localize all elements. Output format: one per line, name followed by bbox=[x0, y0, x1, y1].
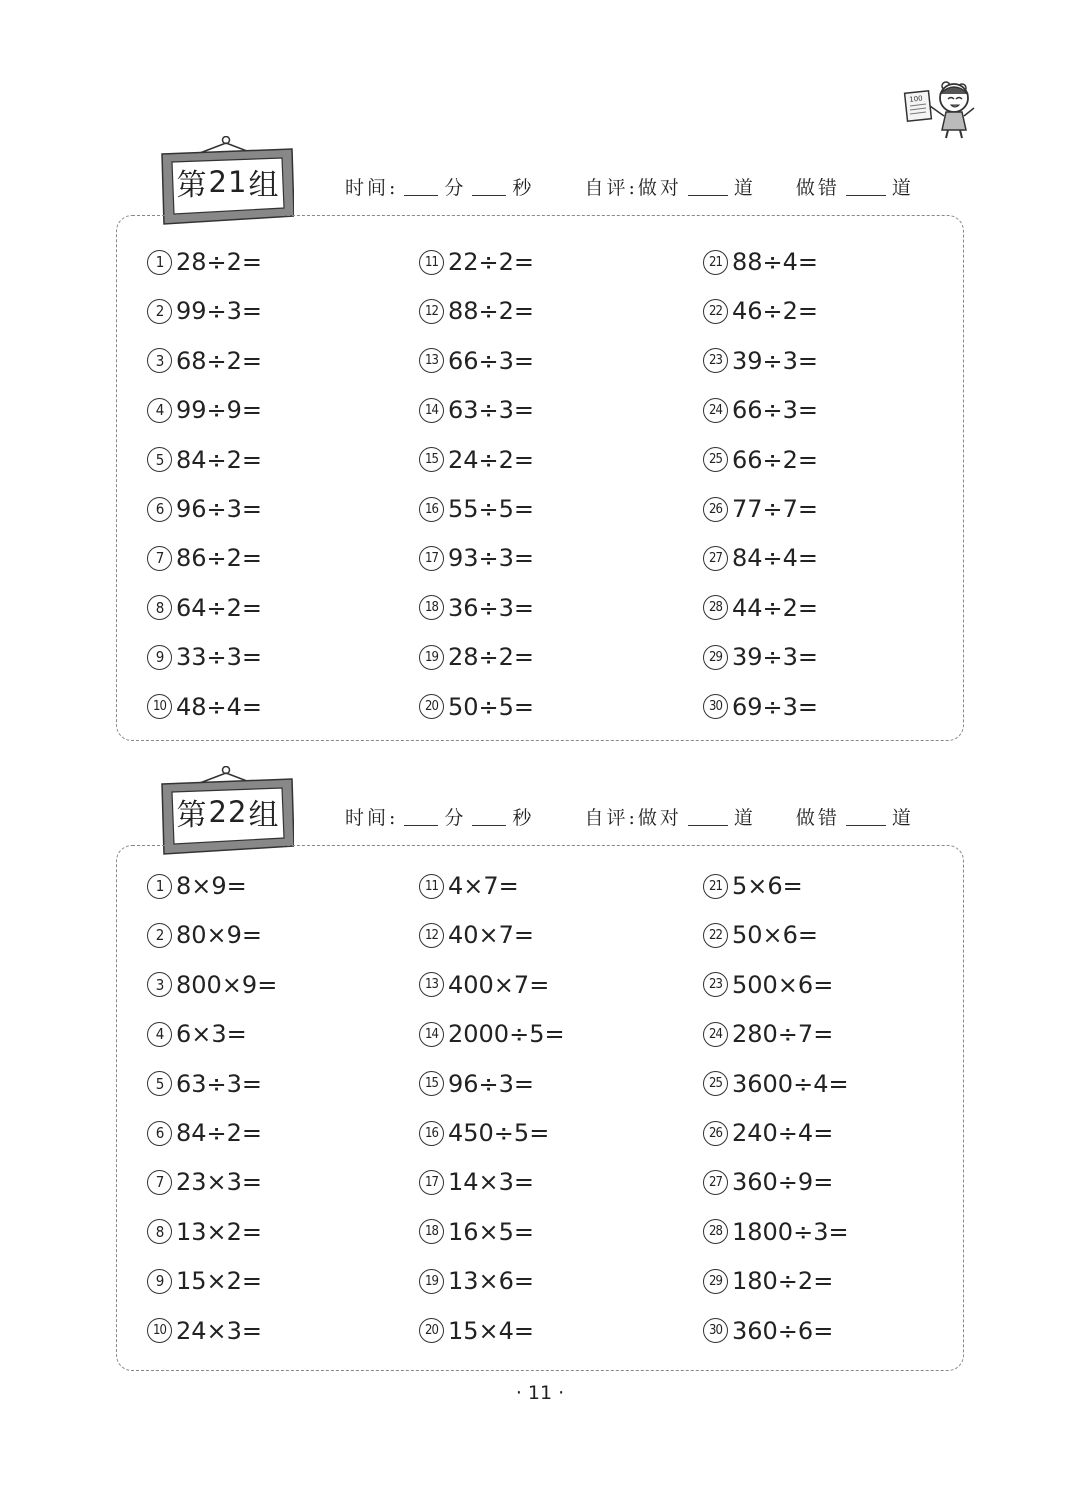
problem-number-badge: 5 bbox=[147, 1071, 172, 1096]
problem-expression: 15×4= bbox=[448, 1316, 535, 1345]
problem-item bbox=[419, 1265, 534, 1297]
problem-number-badge: 22 bbox=[703, 299, 728, 324]
problem-item bbox=[419, 919, 534, 951]
problem-number-badge: 12 bbox=[419, 299, 444, 324]
wrong-unit: 道 bbox=[891, 806, 914, 829]
problem-item bbox=[147, 641, 262, 673]
problem-item bbox=[419, 493, 534, 525]
problem-number-badge: 21 bbox=[703, 874, 728, 899]
problem-item bbox=[147, 870, 247, 902]
time-label: 时间: bbox=[345, 806, 399, 829]
problem-number-badge: 19 bbox=[419, 1269, 444, 1294]
problem-expression: 84÷4= bbox=[732, 544, 819, 573]
problem-expression: 180÷2= bbox=[732, 1267, 834, 1296]
problem-number-badge: 22 bbox=[703, 923, 728, 948]
problem-item bbox=[147, 1018, 247, 1050]
problem-item bbox=[419, 1166, 534, 1198]
problem-item bbox=[147, 1315, 262, 1347]
problem-number-badge: 30 bbox=[703, 1318, 728, 1343]
group-title-sign bbox=[158, 136, 294, 214]
wrong-count-blank[interactable] bbox=[846, 807, 886, 826]
title-suffix: 组 bbox=[248, 798, 280, 833]
problem-item bbox=[703, 870, 803, 902]
problem-expression: 16×5= bbox=[448, 1217, 535, 1246]
problem-number-badge: 20 bbox=[419, 1318, 444, 1343]
problem-item bbox=[147, 345, 262, 377]
group-title bbox=[172, 792, 284, 832]
wrong-label: 做错 bbox=[795, 176, 840, 199]
problem-number-badge: 10 bbox=[147, 694, 172, 719]
problem-item bbox=[419, 1117, 549, 1149]
problem-number-badge: 1 bbox=[147, 874, 172, 899]
problem-expression: 1800÷3= bbox=[732, 1217, 849, 1246]
problem-expression: 77÷7= bbox=[732, 495, 819, 523]
problem-number-badge: 19 bbox=[419, 645, 444, 670]
correct-count-blank[interactable] bbox=[688, 177, 728, 196]
problem-item bbox=[703, 1315, 833, 1347]
problem-item bbox=[419, 1315, 534, 1347]
seconds-blank[interactable] bbox=[472, 807, 506, 826]
problem-item bbox=[147, 1117, 262, 1149]
problem-item bbox=[703, 1018, 833, 1050]
problem-number-badge: 4 bbox=[147, 1022, 172, 1047]
problem-expression: 48÷4= bbox=[176, 692, 263, 721]
problem-expression: 44÷2= bbox=[732, 593, 819, 622]
problem-expression: 96÷3= bbox=[176, 495, 263, 523]
minutes-blank[interactable] bbox=[404, 807, 438, 826]
minutes-blank[interactable] bbox=[404, 177, 438, 196]
problem-item bbox=[703, 691, 818, 723]
problem-expression: 28÷2= bbox=[176, 248, 263, 276]
problem-item bbox=[147, 592, 262, 624]
problem-expression: 500×6= bbox=[732, 970, 834, 999]
problem-expression: 24×3= bbox=[176, 1316, 263, 1345]
problem-item bbox=[703, 345, 818, 377]
problem-expression: 66÷2= bbox=[732, 445, 819, 474]
problem-expression: 88÷4= bbox=[732, 248, 819, 276]
problem-expression: 55÷5= bbox=[448, 495, 535, 523]
problem-item bbox=[419, 1018, 565, 1050]
problem-expression: 8×9= bbox=[176, 872, 247, 900]
seconds-label: 秒 bbox=[512, 176, 535, 199]
problem-expression: 800×9= bbox=[176, 970, 278, 999]
problem-item bbox=[147, 969, 277, 1001]
problem-expression: 23×3= bbox=[176, 1168, 263, 1197]
problem-number-badge: 23 bbox=[703, 348, 728, 373]
title-prefix: 第 bbox=[176, 168, 208, 203]
problem-expression: 5×6= bbox=[732, 872, 803, 900]
problem-expression: 39÷3= bbox=[732, 643, 819, 672]
problem-expression: 88÷2= bbox=[448, 297, 535, 326]
problem-item bbox=[703, 919, 818, 951]
timing-and-self-evaluation bbox=[345, 798, 945, 834]
problem-item bbox=[419, 542, 534, 574]
group-number: 21 bbox=[208, 165, 248, 199]
problem-expression: 14×3= bbox=[448, 1168, 535, 1197]
problem-expression: 240÷4= bbox=[732, 1119, 834, 1147]
problem-number-badge: 20 bbox=[419, 694, 444, 719]
problem-item bbox=[147, 919, 262, 951]
problem-number-badge: 4 bbox=[147, 398, 172, 423]
problem-expression: 80×9= bbox=[176, 921, 263, 950]
problem-expression: 39÷3= bbox=[732, 346, 819, 375]
problem-expression: 280÷7= bbox=[732, 1020, 834, 1049]
problem-item bbox=[703, 444, 818, 476]
problem-number-badge: 2 bbox=[147, 923, 172, 948]
problem-number-badge: 25 bbox=[703, 447, 728, 472]
problem-expression: 99÷9= bbox=[176, 396, 263, 425]
wrong-label: 做错 bbox=[795, 806, 840, 829]
problem-expression: 33÷3= bbox=[176, 643, 263, 672]
problem-number-badge: 26 bbox=[703, 497, 728, 522]
problem-item bbox=[703, 641, 818, 673]
problem-item bbox=[703, 1166, 833, 1198]
self-eval-label: 自评:做对 bbox=[584, 806, 682, 829]
problem-expression: 86÷2= bbox=[176, 544, 263, 573]
problem-item bbox=[419, 1216, 534, 1248]
problem-expression: 66÷3= bbox=[448, 346, 535, 375]
problem-number-badge: 6 bbox=[147, 1121, 172, 1146]
problem-number-badge: 26 bbox=[703, 1121, 728, 1146]
problem-expression: 13×6= bbox=[448, 1267, 535, 1296]
problem-number-badge: 14 bbox=[419, 1022, 444, 1047]
problem-expression: 50÷5= bbox=[448, 692, 535, 721]
self-eval-label: 自评:做对 bbox=[584, 176, 682, 199]
problem-expression: 450÷5= bbox=[448, 1119, 550, 1147]
seconds-blank[interactable] bbox=[472, 177, 506, 196]
problem-item bbox=[419, 246, 534, 278]
problem-number-badge: 15 bbox=[419, 447, 444, 472]
problem-number-badge: 16 bbox=[419, 1121, 444, 1146]
problem-number-badge: 18 bbox=[419, 595, 444, 620]
problem-expression: 84÷2= bbox=[176, 1119, 263, 1147]
problem-number-badge: 15 bbox=[419, 1071, 444, 1096]
problem-number-badge: 29 bbox=[703, 645, 728, 670]
problem-expression: 64÷2= bbox=[176, 593, 263, 622]
problem-item bbox=[147, 493, 262, 525]
problem-expression: 69÷3= bbox=[732, 692, 819, 721]
problem-number-badge: 27 bbox=[703, 546, 728, 571]
problem-number-badge: 28 bbox=[703, 1219, 728, 1244]
problem-number-badge: 13 bbox=[419, 972, 444, 997]
svg-text:100: 100 bbox=[908, 94, 924, 104]
problem-item bbox=[147, 246, 262, 278]
group-number: 22 bbox=[208, 795, 248, 829]
problem-number-badge: 27 bbox=[703, 1170, 728, 1195]
problem-item bbox=[147, 1068, 262, 1100]
problem-expression: 13×2= bbox=[176, 1217, 263, 1246]
problem-item bbox=[419, 641, 534, 673]
problem-item bbox=[147, 1216, 262, 1248]
problem-expression: 36÷3= bbox=[448, 593, 535, 622]
problem-item bbox=[147, 295, 262, 327]
problem-number-badge: 21 bbox=[703, 250, 728, 275]
problem-expression: 99÷3= bbox=[176, 297, 263, 326]
timing-and-self-evaluation bbox=[345, 168, 945, 204]
problem-number-badge: 11 bbox=[419, 874, 444, 899]
problem-number-badge: 7 bbox=[147, 1170, 172, 1195]
title-prefix: 第 bbox=[176, 798, 208, 833]
problem-item bbox=[703, 1068, 849, 1100]
time-label: 时间: bbox=[345, 176, 399, 199]
problem-expression: 93÷3= bbox=[448, 544, 535, 573]
seconds-label: 秒 bbox=[512, 806, 535, 829]
problem-expression: 28÷2= bbox=[448, 643, 535, 672]
problem-expression: 96÷3= bbox=[448, 1069, 535, 1098]
problem-number-badge: 25 bbox=[703, 1071, 728, 1096]
problem-item bbox=[147, 394, 262, 426]
problem-expression: 22÷2= bbox=[448, 248, 535, 276]
problem-item bbox=[703, 493, 818, 525]
problem-number-badge: 9 bbox=[147, 1269, 172, 1294]
page-number: · 11 · bbox=[515, 1382, 565, 1404]
problem-expression: 3600÷4= bbox=[732, 1069, 849, 1098]
problem-number-badge: 5 bbox=[147, 447, 172, 472]
problem-expression: 84÷2= bbox=[176, 445, 263, 474]
minutes-label: 分 bbox=[444, 806, 467, 829]
problem-number-badge: 2 bbox=[147, 299, 172, 324]
problem-expression: 68÷2= bbox=[176, 346, 263, 375]
problem-item bbox=[703, 1216, 849, 1248]
problem-item bbox=[147, 444, 262, 476]
problem-number-badge: 8 bbox=[147, 1219, 172, 1244]
problem-item bbox=[147, 1265, 262, 1297]
problem-number-badge: 28 bbox=[703, 595, 728, 620]
problem-number-badge: 17 bbox=[419, 1170, 444, 1195]
correct-unit: 道 bbox=[733, 806, 756, 829]
problem-expression: 2000÷5= bbox=[448, 1020, 565, 1049]
problem-item bbox=[419, 691, 534, 723]
problem-expression: 40×7= bbox=[448, 921, 535, 950]
problem-item bbox=[419, 394, 534, 426]
problem-expression: 24÷2= bbox=[448, 445, 535, 474]
problem-number-badge: 3 bbox=[147, 348, 172, 373]
problem-expression: 15×2= bbox=[176, 1267, 263, 1296]
correct-unit: 道 bbox=[733, 176, 756, 199]
problem-number-badge: 18 bbox=[419, 1219, 444, 1244]
problem-expression: 63÷3= bbox=[448, 396, 535, 425]
problem-number-badge: 10 bbox=[147, 1318, 172, 1343]
problem-item bbox=[147, 1166, 262, 1198]
problem-expression: 400×7= bbox=[448, 970, 550, 999]
problem-number-badge: 17 bbox=[419, 546, 444, 571]
problem-item bbox=[419, 345, 534, 377]
problem-item bbox=[419, 870, 519, 902]
group-title bbox=[172, 162, 284, 202]
problem-number-badge: 24 bbox=[703, 398, 728, 423]
problem-item bbox=[703, 542, 818, 574]
problem-number-badge: 12 bbox=[419, 923, 444, 948]
problem-expression: 66÷3= bbox=[732, 396, 819, 425]
mascot-girl-icon bbox=[900, 68, 980, 140]
problem-item bbox=[419, 295, 534, 327]
problem-item bbox=[147, 542, 262, 574]
problem-item bbox=[703, 394, 818, 426]
problem-number-badge: 8 bbox=[147, 595, 172, 620]
problem-number-badge: 3 bbox=[147, 972, 172, 997]
problem-expression: 360÷6= bbox=[732, 1316, 834, 1345]
wrong-unit: 道 bbox=[891, 176, 914, 199]
problem-expression: 4×7= bbox=[448, 872, 519, 900]
problem-number-badge: 14 bbox=[419, 398, 444, 423]
problem-number-badge: 9 bbox=[147, 645, 172, 670]
problem-number-badge: 13 bbox=[419, 348, 444, 373]
problem-number-badge: 30 bbox=[703, 694, 728, 719]
problem-number-badge: 16 bbox=[419, 497, 444, 522]
problem-number-badge: 24 bbox=[703, 1022, 728, 1047]
correct-count-blank[interactable] bbox=[688, 807, 728, 826]
problem-number-badge: 23 bbox=[703, 972, 728, 997]
problem-expression: 63÷3= bbox=[176, 1069, 263, 1098]
wrong-count-blank[interactable] bbox=[846, 177, 886, 196]
problem-expression: 46÷2= bbox=[732, 297, 819, 326]
minutes-label: 分 bbox=[444, 176, 467, 199]
problem-item bbox=[703, 1265, 833, 1297]
problem-number-badge: 29 bbox=[703, 1269, 728, 1294]
problem-expression: 50×6= bbox=[732, 921, 819, 950]
problem-item bbox=[703, 246, 818, 278]
problem-number-badge: 7 bbox=[147, 546, 172, 571]
problem-item bbox=[419, 1068, 534, 1100]
group-title-sign bbox=[158, 766, 294, 844]
problem-item bbox=[703, 592, 818, 624]
problem-item bbox=[147, 691, 262, 723]
title-suffix: 组 bbox=[248, 168, 280, 203]
problem-item bbox=[703, 295, 818, 327]
problem-item bbox=[419, 592, 534, 624]
problem-number-badge: 1 bbox=[147, 250, 172, 275]
problem-item bbox=[419, 969, 549, 1001]
problem-number-badge: 11 bbox=[419, 250, 444, 275]
problem-item bbox=[419, 444, 534, 476]
problem-item bbox=[703, 1117, 833, 1149]
problem-item bbox=[703, 969, 833, 1001]
problem-number-badge: 6 bbox=[147, 497, 172, 522]
problem-expression: 6×3= bbox=[176, 1020, 247, 1049]
problem-expression: 360÷9= bbox=[732, 1168, 834, 1197]
